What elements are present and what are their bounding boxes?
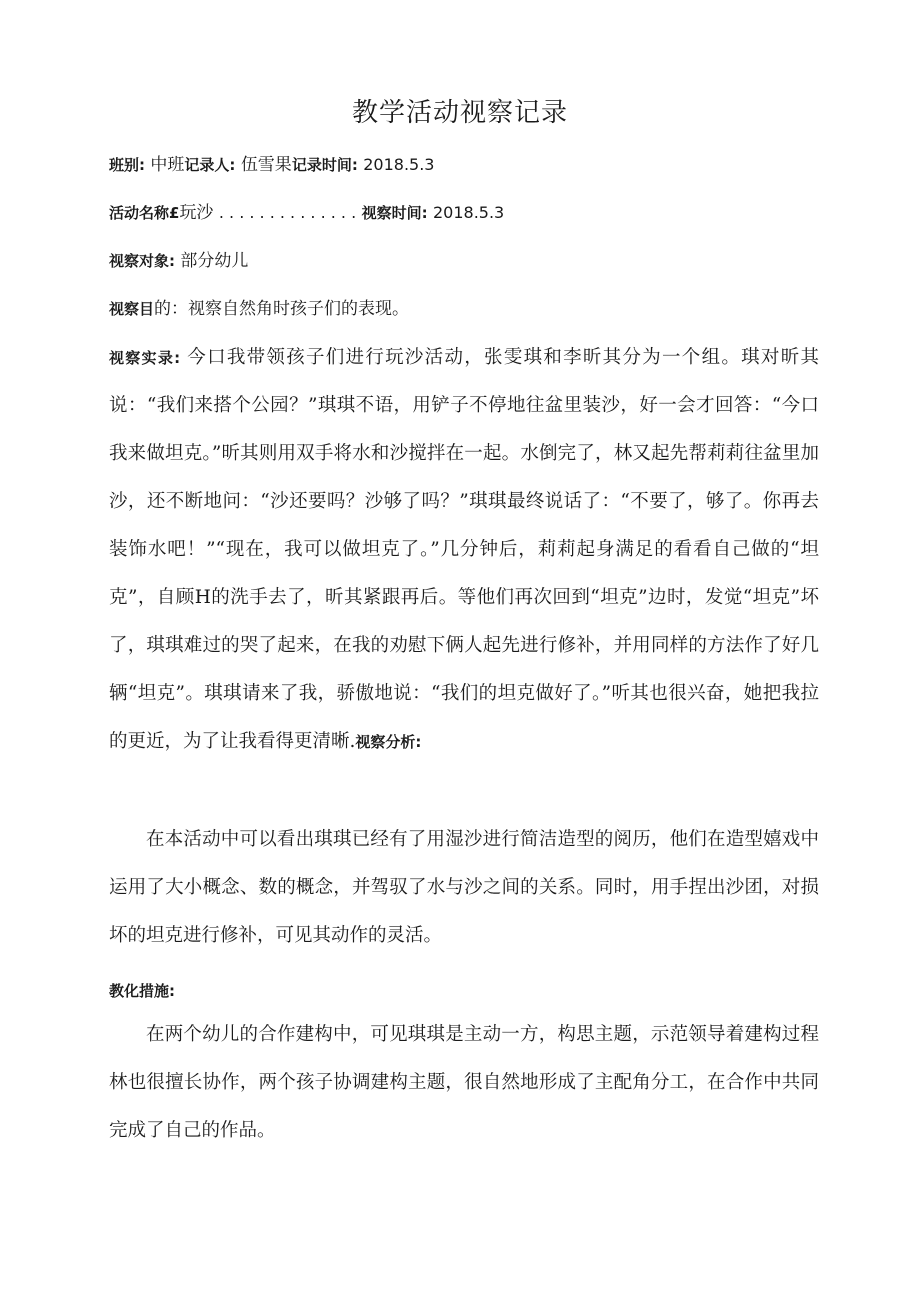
class-info-line xyxy=(109,150,434,180)
purpose-line xyxy=(109,294,409,324)
dots-leader: . . . . . . . . . . . . . . xyxy=(218,203,357,222)
analysis-paragraph: 在本活动中可以看出琪琪已经有了用湿沙进行简洁造型的阅历，他们在造型嬉戏中运用了大小概念、数的概念，并驾驭了水与沙之间的关系。同时，用手捏出沙团，对损坏的坦克进行修补，可见其动作的灵活。 xyxy=(109,829,819,946)
class-value: 中班 xyxy=(150,155,185,175)
record-label: 视察实录: xyxy=(109,349,181,367)
recorder-value: 伍雪果 xyxy=(240,155,292,175)
activity-value: 玩沙 xyxy=(179,203,214,223)
record-text: 今口我带领孩子们进行玩沙活动，张雯琪和李昕其分为一个组。琪对昕其说：“我们来搭个公园？”琪琪不语，用铲子不停地往盆里装沙，好一会才回答：“今口我来做坦克。”昕其则用双手将水和沙搅拌在一起。水倒完了，林又起先帮莉莉往盆里加沙，还不断地问：“沙还要吗？沙够了吗？”琪琪最终说话了：“不要了，够了。你再去装饰水吧！”“现在，我可以做坦克了。”几分钟后，莉莉起身满足的看看自己做的“坦克”，自顾H的洗手去了，昕其紧跟再后。等他们再次回到“坦克”边时，发觉“坦克”坏了，琪琪难过的哭了起来，在我的劝慰下俩人起先进行修补，并用同样的方法作了好几辆“坦克”。琪琪请来了我，骄傲地说：“我们的坦克做好了。”听其也很兴奋，她把我拉的更近，为了让我看得更清晰. xyxy=(109,347,819,752)
record-time-label: 记录时间: xyxy=(291,156,358,174)
analysis-label: 视察分析: xyxy=(355,733,422,751)
activity-info-line xyxy=(109,198,504,228)
page-title: 教学活动视察记录 xyxy=(351,98,568,128)
measures-line xyxy=(109,976,175,1006)
measures-label: 教化措施: xyxy=(109,982,175,1000)
target-label: 视察对象: xyxy=(109,252,175,270)
class-label: 班别: xyxy=(109,156,145,174)
observe-time-value: 2018.5.3 xyxy=(432,203,505,222)
purpose-value: 的：视察自然角时孩子们的表现。 xyxy=(154,299,410,319)
record-time-value: 2018.5.3 xyxy=(363,155,435,174)
target-value: 部分幼儿 xyxy=(180,251,249,271)
measures-paragraph: 在两个幼儿的合作建构中，可见琪琪是主动一方，构思主题，示范领导着建构过程 林也很擅长协作，两个孩子协调建构主题，很自然地形成了主配角分工，在合作中共同完成了自己的作品。 xyxy=(109,1024,819,1141)
activity-label: 活动名称£ xyxy=(109,204,180,222)
observe-time-label: 视察时间: xyxy=(361,204,428,222)
target-line xyxy=(109,246,248,276)
purpose-label: 视察目 xyxy=(109,300,155,318)
recorder-label: 记录人: xyxy=(184,156,236,174)
record-paragraph xyxy=(109,334,819,766)
